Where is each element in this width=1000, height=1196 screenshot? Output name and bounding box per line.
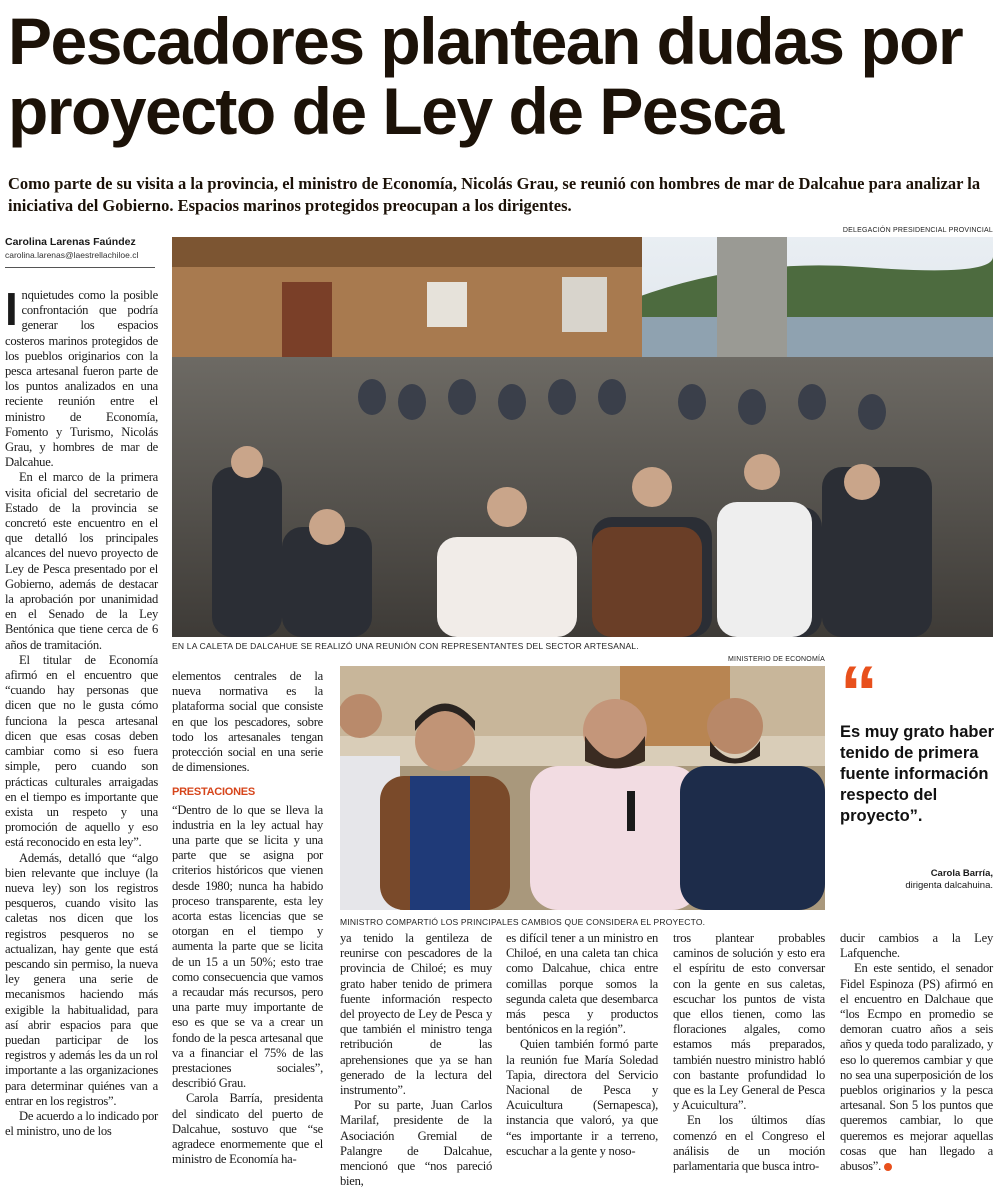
article-column-2	[172, 669, 323, 1168]
section-heading: PRESTACIONES	[172, 786, 255, 799]
byline-divider	[5, 267, 155, 268]
article-column-6	[840, 931, 993, 1174]
article-column-1	[5, 283, 158, 1139]
minister-photo	[340, 666, 825, 910]
article-paragraph: El titular de Economía afirmó en el encuentro que “cuando hay personas que dicen que no le gusta cómo funciona la pesca artesanal dicen que esas cosas deben cambiar como si eso fuera simple, pero cuando son prácticas culturales arraigadas en el tiempo es importante que exista un respeto y una promoción de aquello y eso está reconocido en esta ley”.	[5, 652, 158, 850]
article-paragraph: ya tenido la gentileza de reunirse con pescadores de la provincia de Chiloé; es muy grato haber tenido de primera fuente información respecto del proyecto de Ley de Pesca y que también el ministro tenga retribución de las aprehensiones que ya se han generado de la lectura del instrumento”.	[340, 931, 492, 1098]
photo-caption-2: MINISTRO COMPARTIÓ LOS PRINCIPALES CAMBIOS QUE CONSIDERA EL PROYECTO.	[340, 917, 706, 927]
article-paragraph: es difícil tener a un ministro en Chiloé, en una caleta tan chica como Dalcahue, chica entre comillas porque somos la segunda caleta que desembarca más pesca y productos bentónicos en la región”.	[506, 931, 658, 1037]
article-paragraph: En este sentido, el senador Fidel Espinoza (PS) afirmó en el encuentro en Dalchaue que “los Ecmpo en promedio se demoran cuatro años a seis años y queda todo paralizado, y eso lo queremos cambiar y que no sea una superposición de los pueblos originarios y la pesca artesanal. Son 5 los puntos que queremos cambiar, lo que queremos es mejorar aquellas cosas que han llegado a abusos”.	[840, 961, 993, 1174]
drop-cap: I	[5, 283, 18, 335]
article-paragraph: Además, detalló que “algo bien relevante que incluye (la nueva ley) son los registros pesqueros, cuando visito las caletas nos dicen que los registros pesqueros no se actualizan, hay gente que está pescando sin permiso, la nueva ley genera una serie de mecanismos haciendo más exigible la habitualidad, para así abrir espacios para que puedan participar de los registros y además les da un rol importante a las organizaciones para determinar quiénes van a entrar en los registros”.	[5, 850, 158, 1108]
article-paragraph: En los últimos días comenzó en el Congreso el análisis de un moción parlamentaria que busca intro-	[673, 1113, 825, 1174]
article-paragraph: tros plantear probables caminos de solución y esto era el espíritu de esto conversar con la gente en sus caletas, escuchar los puntos de vista que ellos tienen, como las floraciones algales, como estamos más preparados, también nuestro ministro habló con bastante profundidad lo que es la Ley General de Pesca y Acuicultura”.	[673, 931, 825, 1113]
byline	[5, 236, 155, 260]
meeting-photo	[172, 237, 993, 637]
quote-mark-icon: “	[840, 651, 872, 736]
pull-quote-author: Carola Barría,	[930, 868, 993, 879]
article-paragraph: Carola Barría, presidenta del sindicato del puerto de Dalcahue, sostuvo que “se agradece enormemente que el ministro de Economía ha-	[172, 1091, 323, 1167]
article-paragraph: elementos centrales de la nueva normativa es la plataforma social que consiste en que los pescadores, sobre todo los artesanales tengan protección social en una serie de dimensiones.	[172, 669, 323, 775]
subheadline: Como parte de su visita a la provincia, el ministro de Economía, Nicolás Grau, se reunió con hombres de mar de Dalcahue para analizar la iniciativa del Gobierno. Espacios marinos protegidos preocupan a los dirigentes.	[8, 174, 981, 215]
headline: Pescadores plantean dudas por proyecto de Ley de Pesca	[8, 4, 963, 148]
photo-credit-2: MINISTERIO DE ECONOMÍA	[728, 656, 825, 663]
article-column-5	[673, 931, 825, 1174]
pull-quote	[840, 651, 995, 827]
pull-quote-text: Es muy grato haber tenido de primera fuente información respecto del proyecto”.	[840, 723, 995, 825]
article-column-4	[506, 931, 658, 1159]
article-paragraph: Quien también formó parte la reunión fue María Soledad Tapia, directora del Servicio Nacional de Pesca y Acuicultura (Sernapesca), instancia que valoró, ya que “es importante ir a terreno, escuchar a la gente y noso-	[506, 1037, 658, 1158]
article-paragraph: “Dentro de lo que se lleva la industria en la ley actual hay una parte que se licita y una parte que se asigna por criterios históricos que vienen desde 1980; nunca ha habido proceso transparente, esta ley acorta estas licencias que se otorgan en el tiempo y aumenta la parte que se licita de un 15 a un 50%; esto trae como consecuencia que vamos a recaudar más recursos, pero una parte muy importante de eso es que se va a crear un fondo de la pesca artesanal que va a financiar el 75% de las prestaciones sociales”, describió Grau.	[172, 802, 323, 1091]
author-email: carolina.larenas@laestrellachiloe.cl	[5, 250, 139, 260]
article-paragraph: Inquietudes como la posible confrontación que podría generar los espacios costeros marinos protegidos de los pueblos originarios con la pesca artesanal fueron parte de los puntos analizados en una reciente reunión entre el ministro de Economía, Fomento y Turismo, Nicolás Grau, y hombres de mar de Dalcahue.	[5, 283, 158, 470]
article-paragraph: ducir cambios a la Ley Lafquenche.	[840, 931, 993, 961]
author-name: Carolina Larenas Faúndez	[5, 236, 136, 248]
end-mark-icon	[884, 1163, 892, 1171]
photo-credit: DELEGACIÓN PRESIDENCIAL PROVINCIAL	[842, 227, 993, 234]
article-paragraph: Por su parte, Juan Carlos Marilaf, presidente de la Asociación Gremial de Palangre de Dalcahue, mencionó que “nos pareció bien,	[340, 1098, 492, 1189]
article-paragraph: De acuerdo a lo indicado por el ministro, uno de los	[5, 1108, 158, 1139]
photo-caption: EN LA CALETA DE DALCAHUE SE REALIZÓ UNA REUNIÓN CON REPRESENTANTES DEL SECTOR ARTESANAL.	[172, 641, 639, 651]
pull-quote-role: dirigenta dalcahuina.	[905, 880, 993, 891]
article-column-3	[340, 931, 492, 1189]
pull-quote-attribution	[840, 868, 993, 892]
article-paragraph: En el marco de la primera visita oficial del secretario de Estado de la provincia se concretó este encuentro en el que detalló los principales alcances del nuevo proyecto de Ley de Pesca presentado por el Gobierno, además de destacar la aprobación por unanimidad en el Senado de la Ley Bentónica que tiene cerca de 6 años de tramitación.	[5, 470, 158, 652]
